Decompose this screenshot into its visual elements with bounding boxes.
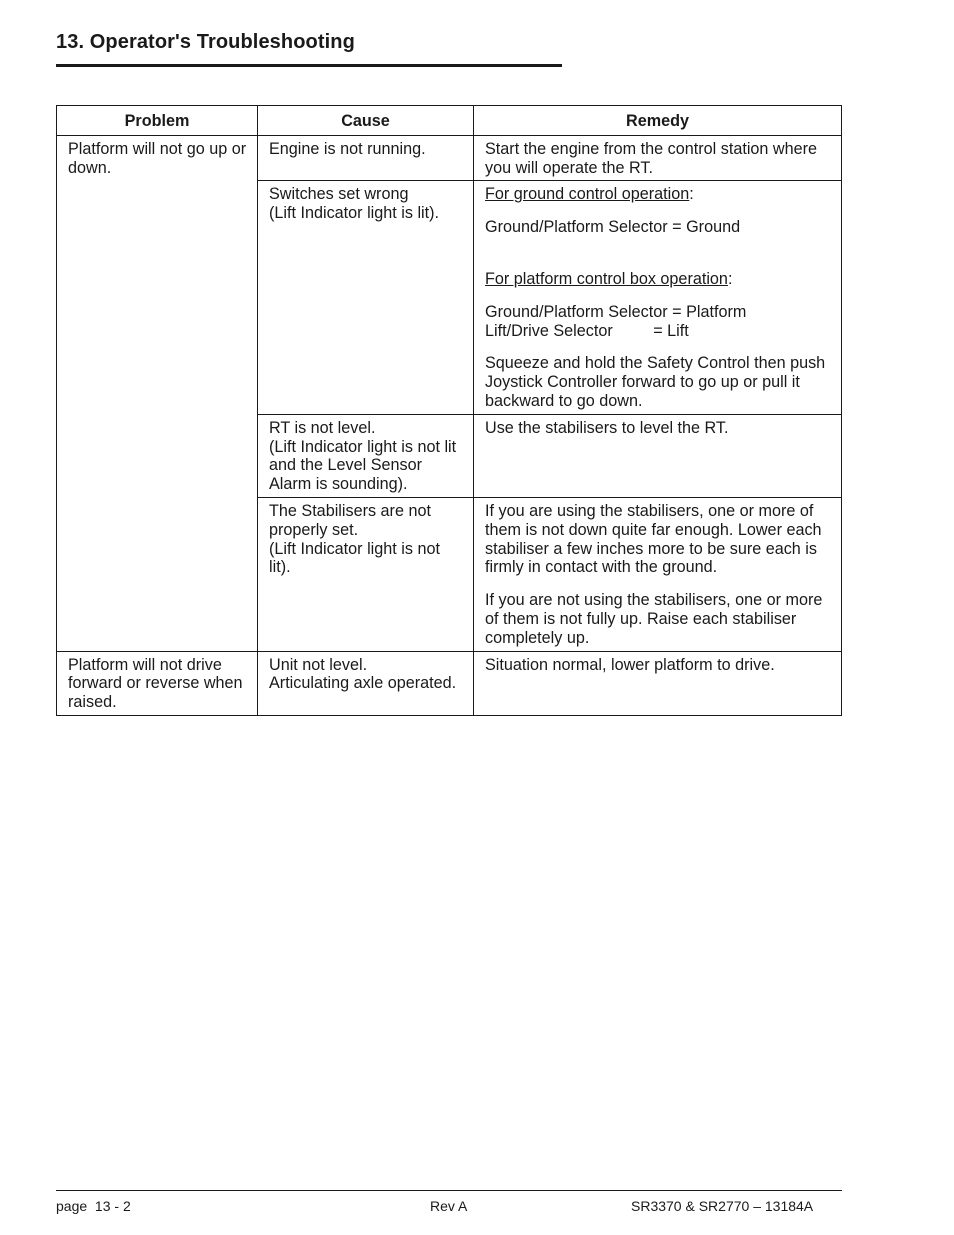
header-problem: Problem [57,106,258,136]
remedy-paragraph: If you are not using the stabilisers, one or more of them is not fully up. Raise each stabiliser completely up. [485,591,823,647]
cause-cell [258,181,474,414]
cause-cell [258,414,474,497]
squeeze-instruction: Squeeze and hold the Safety Control then push Joystick Controller forward to go up or pull it backward to go down. [485,354,826,410]
troubleshooting-table [56,105,842,716]
table-row [57,135,842,181]
cause-text: Articulating axle operated. [269,674,457,693]
section-title: 13. Operator's Troubleshooting [56,31,355,53]
remedy-cell: Use the stabilisers to level the RT. [474,414,842,497]
table-row [57,651,842,715]
page-number: page 13 - 2 [56,1198,131,1214]
problem-cell: Platform will not go up or down. [57,135,258,651]
cause-note: (Lift Indicator light is lit). [269,204,440,223]
cause-cell [258,651,474,715]
cause-note: (Lift Indicator light is not lit and the Level Sensor Alarm is sounding). [269,437,457,494]
document-id: SR3370 & SR2770 – 13184A [631,1198,814,1214]
title-underline [56,64,562,67]
table-header-row [57,106,842,136]
revision-label: Rev A [430,1198,468,1214]
cause-text: The Stabilisers are not properly set. [269,501,431,539]
problem-cell: Platform will not drive forward or reverse when raised. [57,651,258,715]
platform-selector-setting: Ground/Platform Selector = Platform [485,302,747,321]
cause-text: Switches set wrong [269,185,409,204]
platform-control-heading: For platform control box operation [485,269,728,288]
footer-rule [56,1190,842,1191]
remedy-cell [474,497,842,651]
ground-selector-setting: Ground/Platform Selector = Ground [485,218,741,237]
cause-note: (Lift Indicator light is not lit). [269,539,440,577]
header-cause: Cause [258,106,474,136]
ground-control-heading: For ground control operation [485,185,690,204]
lift-drive-selector-setting: Lift/Drive Selector = Lift [485,321,689,340]
remedy-paragraph: If you are using the stabilisers, one or more of them is not down quite far enough. Lower each stabiliser a few inches more to be sure each is firmly in contact with the ground. [485,501,822,577]
remedy-cell: Situation normal, lower platform to drive. [474,651,842,715]
cause-text: RT is not level. [269,418,376,437]
cause-cell [258,497,474,651]
cause-text: Unit not level. [269,655,368,674]
cause-cell: Engine is not running. [258,135,474,181]
remedy-cell: For ground control operation: Ground/Platform Selector = Ground For platform control box operation: Ground/Platform Selector = Platform Lift/Drive Selector = Lift Squeeze and hold the Safety Control then push Joystick Controller forward to go up or pull it backward to go down. [474,181,842,414]
remedy-cell: Start the engine from the control station where you will operate the RT. [474,135,842,181]
header-remedy: Remedy [474,106,842,136]
